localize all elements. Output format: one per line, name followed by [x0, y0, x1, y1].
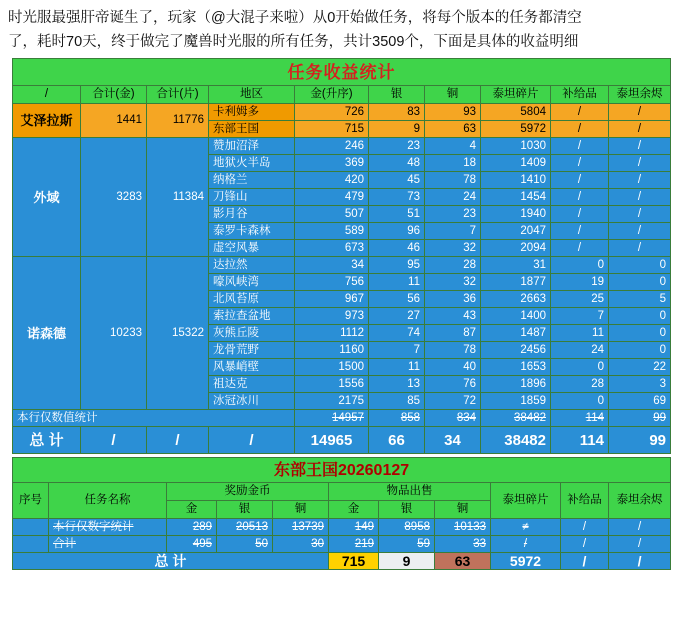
row-reward-gold: 289 [167, 519, 217, 536]
zone-silver: 74 [369, 325, 425, 342]
numeric-only-ember: 99 [609, 410, 671, 427]
intro-line-1: 时光服最强肝帝诞生了，玩家（@大混子来啦）从0开始做任务，将每个版本的任务都清空 [8, 10, 582, 26]
zone-name: 灰熊丘陵 [209, 325, 295, 342]
header-sale-copper: 铜 [435, 501, 491, 519]
zone-gold: 967 [295, 291, 369, 308]
grand-total-c3: / [209, 427, 295, 454]
numeric-only-label: 本行仅数值统计 [13, 410, 295, 427]
spreadsheet-area [0, 58, 682, 570]
zone-ember: / [609, 206, 671, 223]
header-reward-copper: 铜 [273, 501, 329, 519]
zone-gold: 1500 [295, 359, 369, 376]
sub-sheet-total-row [13, 553, 671, 570]
sub-total-label: 总 计 [13, 553, 329, 570]
sub-sheet-title-row [13, 458, 671, 483]
zone-supply: / [551, 240, 609, 257]
zone-copper: 18 [425, 155, 481, 172]
header-frag-total: 合计(片) [147, 86, 209, 104]
zone-fragment: 5972 [481, 121, 551, 138]
region-name: 外域 [13, 138, 81, 257]
table-row [13, 257, 671, 274]
zone-fragment: 1940 [481, 206, 551, 223]
zone-supply: 0 [551, 393, 609, 410]
zone-fragment: 1896 [481, 376, 551, 393]
zone-silver: 46 [369, 240, 425, 257]
numeric-only-gold: 14957 [295, 410, 369, 427]
zone-fragment: 1400 [481, 308, 551, 325]
row-supply: / [561, 519, 609, 536]
table-row [13, 104, 671, 121]
zone-fragment: 1877 [481, 274, 551, 291]
zone-name: 北风苔原 [209, 291, 295, 308]
zone-supply: / [551, 121, 609, 138]
zone-gold: 1556 [295, 376, 369, 393]
row-index [13, 519, 49, 536]
zone-gold: 369 [295, 155, 369, 172]
row-task-name: 本行仅数字统计 [49, 519, 167, 536]
zone-silver: 56 [369, 291, 425, 308]
row-ember: / [609, 519, 671, 536]
zone-ember: 0 [609, 274, 671, 291]
zone-supply: 0 [551, 257, 609, 274]
zone-copper: 24 [425, 189, 481, 206]
region-gold-total: 10233 [81, 257, 147, 410]
zone-fragment: 2456 [481, 342, 551, 359]
zone-silver: 7 [369, 342, 425, 359]
zone-ember: 0 [609, 308, 671, 325]
zone-gold: 1160 [295, 342, 369, 359]
zone-gold: 479 [295, 189, 369, 206]
zone-ember: / [609, 155, 671, 172]
header-copper: 铜 [425, 86, 481, 104]
header-titan-fragment: 泰坦碎片 [481, 86, 551, 104]
zone-copper: 63 [425, 121, 481, 138]
zone-copper: 43 [425, 308, 481, 325]
zone-gold: 715 [295, 121, 369, 138]
zone-supply: / [551, 155, 609, 172]
numeric-only-row [13, 410, 671, 427]
header-index: 序号 [13, 483, 49, 519]
table-row [13, 138, 671, 155]
zone-gold: 726 [295, 104, 369, 121]
zone-supply: / [551, 138, 609, 155]
zone-silver: 13 [369, 376, 425, 393]
header-reward-coins: 奖励金币 [167, 483, 329, 501]
row-reward-silver: 50 [217, 536, 273, 553]
row-fragment: / [491, 536, 561, 553]
region-name: 诺森德 [13, 257, 81, 410]
zone-name: 冰冠冰川 [209, 393, 295, 410]
zone-silver: 95 [369, 257, 425, 274]
zone-supply: 0 [551, 359, 609, 376]
sub-total-silver: 9 [379, 553, 435, 570]
intro-text [0, 0, 682, 58]
row-reward-silver: 20513 [217, 519, 273, 536]
zone-gold: 673 [295, 240, 369, 257]
region-frag-total: 15322 [147, 257, 209, 410]
zone-copper: 32 [425, 240, 481, 257]
header-zone: 地区 [209, 86, 295, 104]
zone-silver: 11 [369, 274, 425, 291]
grand-total-ember: 99 [609, 427, 671, 454]
grand-total-row [13, 427, 671, 454]
zone-supply: / [551, 104, 609, 121]
zone-silver: 45 [369, 172, 425, 189]
zone-name: 虚空风暴 [209, 240, 295, 257]
table-title-row [13, 59, 671, 86]
zone-fragment: 2094 [481, 240, 551, 257]
header-supply: 补给品 [561, 483, 609, 519]
zone-name: 嚎风峡湾 [209, 274, 295, 291]
row-sale-copper: 33 [435, 536, 491, 553]
zone-copper: 78 [425, 172, 481, 189]
table-header-row [13, 86, 671, 104]
row-sale-silver: 8958 [379, 519, 435, 536]
zone-name: 影月谷 [209, 206, 295, 223]
zone-fragment: 1653 [481, 359, 551, 376]
row-sale-gold: 219 [329, 536, 379, 553]
header-reward-gold: 金 [167, 501, 217, 519]
zone-fragment: 2663 [481, 291, 551, 308]
zone-silver: 83 [369, 104, 425, 121]
zone-silver: 23 [369, 138, 425, 155]
grand-total-supply: 114 [551, 427, 609, 454]
zone-gold: 1112 [295, 325, 369, 342]
zone-copper: 4 [425, 138, 481, 155]
sub-sheet-header-row-1 [13, 483, 671, 501]
sub-sheet-title: 东部王国20260127 [13, 458, 671, 483]
zone-ember: / [609, 138, 671, 155]
zone-supply: 28 [551, 376, 609, 393]
grand-total-fragment: 38482 [481, 427, 551, 454]
zone-fragment: 1409 [481, 155, 551, 172]
region-frag-total: 11776 [147, 104, 209, 138]
row-ember: / [609, 536, 671, 553]
zone-supply: / [551, 223, 609, 240]
header-titan-ember: 泰坦余烬 [609, 483, 671, 519]
zone-copper: 93 [425, 104, 481, 121]
zone-name: 达拉然 [209, 257, 295, 274]
zone-fragment: 1454 [481, 189, 551, 206]
zone-ember: / [609, 223, 671, 240]
zone-supply: 19 [551, 274, 609, 291]
zone-name: 刀锋山 [209, 189, 295, 206]
grand-total-copper: 34 [425, 427, 481, 454]
zone-silver: 27 [369, 308, 425, 325]
zone-fragment: 5804 [481, 104, 551, 121]
zone-copper: 76 [425, 376, 481, 393]
zone-copper: 40 [425, 359, 481, 376]
zone-copper: 23 [425, 206, 481, 223]
sub-total-gold: 715 [329, 553, 379, 570]
grand-total-gold: 14965 [295, 427, 369, 454]
header-silver: 银 [369, 86, 425, 104]
zone-fragment: 2047 [481, 223, 551, 240]
grand-total-c2: / [147, 427, 209, 454]
zone-ember: 22 [609, 359, 671, 376]
header-slash: / [13, 86, 81, 104]
zone-name: 索拉查盆地 [209, 308, 295, 325]
sub-total-fragment: 5972 [491, 553, 561, 570]
intro-line-2: 了，耗时70天，终于做完了魔兽时光服的所有任务，共计3509个，下面是具体的收益明细 [8, 34, 579, 50]
row-reward-gold: 495 [167, 536, 217, 553]
zone-supply: / [551, 189, 609, 206]
table-row [13, 519, 671, 536]
row-reward-copper: 30 [273, 536, 329, 553]
zone-silver: 96 [369, 223, 425, 240]
zone-ember: 69 [609, 393, 671, 410]
header-titan-ember: 泰坦余烬 [609, 86, 671, 104]
zone-gold: 507 [295, 206, 369, 223]
zone-gold: 756 [295, 274, 369, 291]
region-gold-total: 3283 [81, 138, 147, 257]
zone-fragment: 31 [481, 257, 551, 274]
zone-silver: 73 [369, 189, 425, 206]
zone-name: 地狱火半岛 [209, 155, 295, 172]
zone-name: 纳格兰 [209, 172, 295, 189]
zone-gold: 2175 [295, 393, 369, 410]
zone-copper: 32 [425, 274, 481, 291]
header-item-sale: 物品出售 [329, 483, 491, 501]
table-title: 任务收益统计 [13, 59, 671, 86]
zone-silver: 48 [369, 155, 425, 172]
zone-copper: 36 [425, 291, 481, 308]
grand-total-silver: 66 [369, 427, 425, 454]
zone-supply: 7 [551, 308, 609, 325]
zone-supply: 25 [551, 291, 609, 308]
zone-copper: 78 [425, 342, 481, 359]
zone-gold: 34 [295, 257, 369, 274]
row-sale-copper: 10133 [435, 519, 491, 536]
region-name: 艾泽拉斯 [13, 104, 81, 138]
zone-silver: 85 [369, 393, 425, 410]
header-titan-fragment: 泰坦碎片 [491, 483, 561, 519]
zone-ember: 0 [609, 342, 671, 359]
zone-ember: / [609, 104, 671, 121]
header-supply: 补给品 [551, 86, 609, 104]
numeric-only-copper: 834 [425, 410, 481, 427]
region-frag-total: 11384 [147, 138, 209, 257]
zone-fragment: 1030 [481, 138, 551, 155]
zone-name: 东部王国 [209, 121, 295, 138]
zone-supply: / [551, 206, 609, 223]
quest-income-table [12, 58, 671, 454]
grand-total-label: 总 计 [13, 427, 81, 454]
row-task-name: 合计 [49, 536, 167, 553]
zone-gold: 420 [295, 172, 369, 189]
zone-supply: 11 [551, 325, 609, 342]
header-task-name: 任务名称 [49, 483, 167, 519]
zone-name: 赞加沼泽 [209, 138, 295, 155]
table-row [13, 536, 671, 553]
header-sale-silver: 银 [379, 501, 435, 519]
zone-ember: 0 [609, 325, 671, 342]
sub-sheet-table [12, 457, 671, 570]
zone-ember: 3 [609, 376, 671, 393]
zone-copper: 87 [425, 325, 481, 342]
numeric-only-silver: 858 [369, 410, 425, 427]
zone-fragment: 1859 [481, 393, 551, 410]
row-sale-silver: 59 [379, 536, 435, 553]
row-supply: / [561, 536, 609, 553]
zone-ember: / [609, 189, 671, 206]
row-index [13, 536, 49, 553]
numeric-only-supply: 114 [551, 410, 609, 427]
zone-supply: / [551, 172, 609, 189]
zone-copper: 28 [425, 257, 481, 274]
sub-total-ember: / [609, 553, 671, 570]
zone-name: 泰罗卡森林 [209, 223, 295, 240]
zone-fragment: 1410 [481, 172, 551, 189]
region-gold-total: 1441 [81, 104, 147, 138]
zone-copper: 72 [425, 393, 481, 410]
zone-supply: 24 [551, 342, 609, 359]
zone-gold: 589 [295, 223, 369, 240]
zone-silver: 11 [369, 359, 425, 376]
zone-fragment: 1487 [481, 325, 551, 342]
zone-ember: 0 [609, 257, 671, 274]
header-sale-gold: 金 [329, 501, 379, 519]
zone-ember: / [609, 121, 671, 138]
zone-ember: / [609, 172, 671, 189]
zone-name: 风暴峭壁 [209, 359, 295, 376]
sub-total-copper: 63 [435, 553, 491, 570]
numeric-only-fragment: 38482 [481, 410, 551, 427]
sub-total-supply: / [561, 553, 609, 570]
header-reward-silver: 银 [217, 501, 273, 519]
row-fragment: ≠ [491, 519, 561, 536]
grand-total-c1: / [81, 427, 147, 454]
zone-name: 龙骨荒野 [209, 342, 295, 359]
zone-name: 祖达克 [209, 376, 295, 393]
row-sale-gold: 149 [329, 519, 379, 536]
zone-ember: / [609, 240, 671, 257]
row-reward-copper: 13739 [273, 519, 329, 536]
header-gold: 金(升序) [295, 86, 369, 104]
zone-ember: 5 [609, 291, 671, 308]
zone-gold: 246 [295, 138, 369, 155]
zone-silver: 51 [369, 206, 425, 223]
zone-name: 卡利姆多 [209, 104, 295, 121]
zone-silver: 9 [369, 121, 425, 138]
zone-gold: 973 [295, 308, 369, 325]
zone-copper: 7 [425, 223, 481, 240]
header-gold-total: 合计(金) [81, 86, 147, 104]
